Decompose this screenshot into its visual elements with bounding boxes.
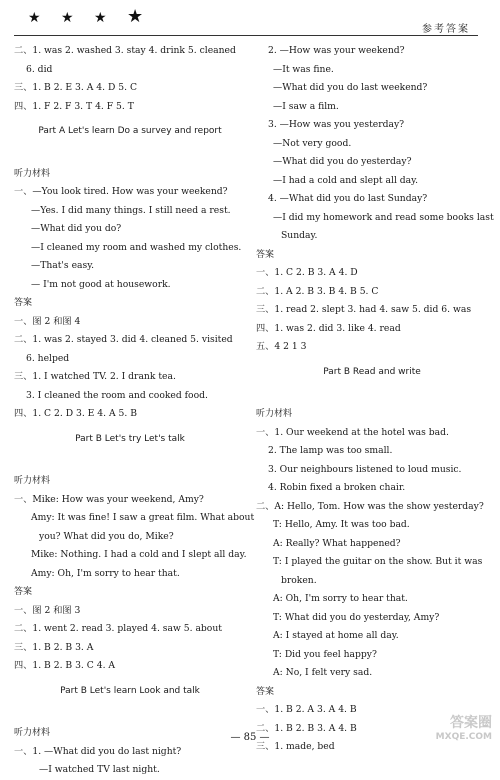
text-line: 四、1. was 2. did 3. like 4. read (256, 322, 401, 334)
text-line: T: What did you do yesterday, Amy? (273, 611, 440, 623)
text-line: 二、1. was 2. stayed 3. did 4. cleaned 5. visited (14, 334, 233, 345)
text-line: A: I stayed at home all day. (273, 630, 399, 641)
text-line: 3. —How was you yesterday? (268, 119, 405, 130)
spacer (14, 462, 246, 472)
text-line: —What did you do? (31, 223, 122, 234)
text-line: 一、1. C 2. B 3. A 4. D (256, 267, 358, 278)
page-number: — 85 — (230, 732, 270, 743)
text-line: 三、1. made, bed (256, 741, 335, 752)
text-line: 2. —How was your weekend? (268, 45, 405, 56)
text-line: 3. Our neighbours listened to loud music. (268, 463, 462, 475)
text-line: 四、1. C 2. D 3. E 4. A 5. B (14, 408, 137, 419)
watermark-logo (436, 716, 492, 744)
subsection-label: 听力材料 (14, 168, 51, 179)
text-line: 二、1. went 2. read 3. played 4. saw 5. about (14, 623, 222, 634)
text-line: —I saw a film. (273, 100, 339, 112)
section-heading: Part B Let's learn Look and talk (60, 685, 200, 696)
section-heading: Part A Let's learn Do a survey and report (38, 126, 222, 136)
text-line: 四、1. B 2. B 3. C 4. A (14, 660, 116, 671)
text-line: 四、1. F 2. F 3. T 4. F 5. T (14, 100, 134, 112)
text-line: —I watched TV last night. (39, 764, 160, 775)
text-line: Mike: Nothing. I had a cold and I slept all day. (31, 549, 247, 560)
text-line: A: Really? What happened? (273, 537, 401, 549)
text-line: 三、1. read 2. slept 3. had 4. saw 5. did 6. was (256, 304, 472, 315)
text-line: —It was fine. (273, 63, 334, 75)
text-line: —Yes. I did many things. I still need a rest. (31, 204, 231, 216)
text-line: you? What did you do, Mike? (39, 530, 174, 542)
text-line: 4. Robin fixed a broken chair. (268, 482, 406, 493)
text-line: — I'm not good at housework. (31, 278, 171, 290)
spacer (14, 714, 246, 724)
subsection-label: 答案 (14, 298, 33, 308)
text-line: 二、A: Hello, Tom. How was the show yesterday? (256, 500, 484, 512)
subsection-label: 听力材料 (14, 476, 51, 486)
text-line: Amy: Oh, I'm sorry to hear that. (31, 567, 180, 579)
text-line: 一、—You look tired. How was your weekend? (14, 186, 228, 197)
subsection-label: 听力材料 (14, 728, 51, 738)
text-line: —I cleaned my room and washed my clothes. (31, 241, 242, 253)
page-header (0, 0, 500, 40)
text-line: 6. helped (26, 352, 70, 364)
subsection-label: 答案 (14, 587, 33, 597)
subsection-label: 答案 (256, 686, 275, 697)
header-reference-title: 参考答案 (422, 24, 470, 35)
text-line: T: Did you feel happy? (273, 648, 377, 660)
text-line: T: I played the guitar on the show. But it was (273, 556, 483, 567)
stars-small: ★ ★ ★ (28, 10, 115, 26)
text-line: Sunday. (281, 230, 318, 241)
text-line: 3. I cleaned the room and cooked food. (26, 389, 208, 401)
spacer (256, 395, 488, 405)
text-line: 一、1. Our weekend at the hotel was bad. (256, 426, 449, 438)
text-line: 一、Mike: How was your weekend, Amy? (14, 493, 204, 505)
text-line: —What did you do last weekend? (273, 82, 428, 93)
spacer (14, 155, 246, 165)
text-line: —Not very good. (273, 137, 352, 149)
text-line: —What did you do yesterday? (273, 156, 412, 167)
text-line: 二、1. was 2. washed 3. stay 4. drink 5. cleaned (14, 45, 236, 56)
text-line: 一、图 2 和图 3 (14, 604, 81, 616)
text-line: 二、1. A 2. B 3. B 4. B 5. C (256, 285, 379, 297)
header-rule (14, 35, 478, 36)
section-heading: Part B Let's try Let's talk (75, 433, 185, 444)
text-line: 三、1. B 2. B 3. A (14, 641, 94, 653)
text-line: 三、1. B 2. E 3. A 4. D 5. C (14, 82, 137, 93)
text-line: 一、1. B 2. A 3. A 4. B (256, 704, 357, 715)
text-line: A: No, I felt very sad. (273, 667, 373, 678)
subsection-label: 答案 (256, 249, 275, 260)
subsection-label: 听力材料 (256, 409, 293, 419)
text-line: 三、1. I watched TV. 2. I drank tea. (14, 371, 176, 382)
text-line: 一、图 2 和图 4 (14, 315, 81, 327)
star-rating-icon (28, 6, 151, 27)
text-line: 4. —What did you do last Sunday? (268, 193, 428, 204)
text-line: 一、1. —What did you do last night? (14, 745, 182, 757)
text-line: 2. The lamp was too small. (268, 445, 393, 456)
watermark-line2: MXQE.COM (435, 732, 492, 742)
text-line: 二、1. B 2. B 3. A 4. B (256, 722, 357, 734)
star-large: ★ (127, 6, 152, 27)
right-column (256, 42, 494, 757)
watermark-line1: 答案圈 (450, 715, 492, 731)
text-line: Amy: It was fine! I saw a great film. What about (31, 512, 255, 523)
text-line: T: Hello, Amy. It was too bad. (273, 519, 410, 530)
text-line: A: Oh, I'm sorry to hear that. (273, 593, 408, 604)
text-line: —That's easy. (31, 260, 95, 271)
section-heading: Part B Read and write (323, 366, 421, 377)
text-line: 五、4 2 1 3 (256, 341, 307, 352)
text-line: —I had a cold and slept all day. (273, 174, 419, 186)
text-line: —I did my homework and read some books last (273, 211, 494, 223)
text-line: broken. (281, 574, 317, 586)
text-line: 6. did (26, 63, 53, 75)
